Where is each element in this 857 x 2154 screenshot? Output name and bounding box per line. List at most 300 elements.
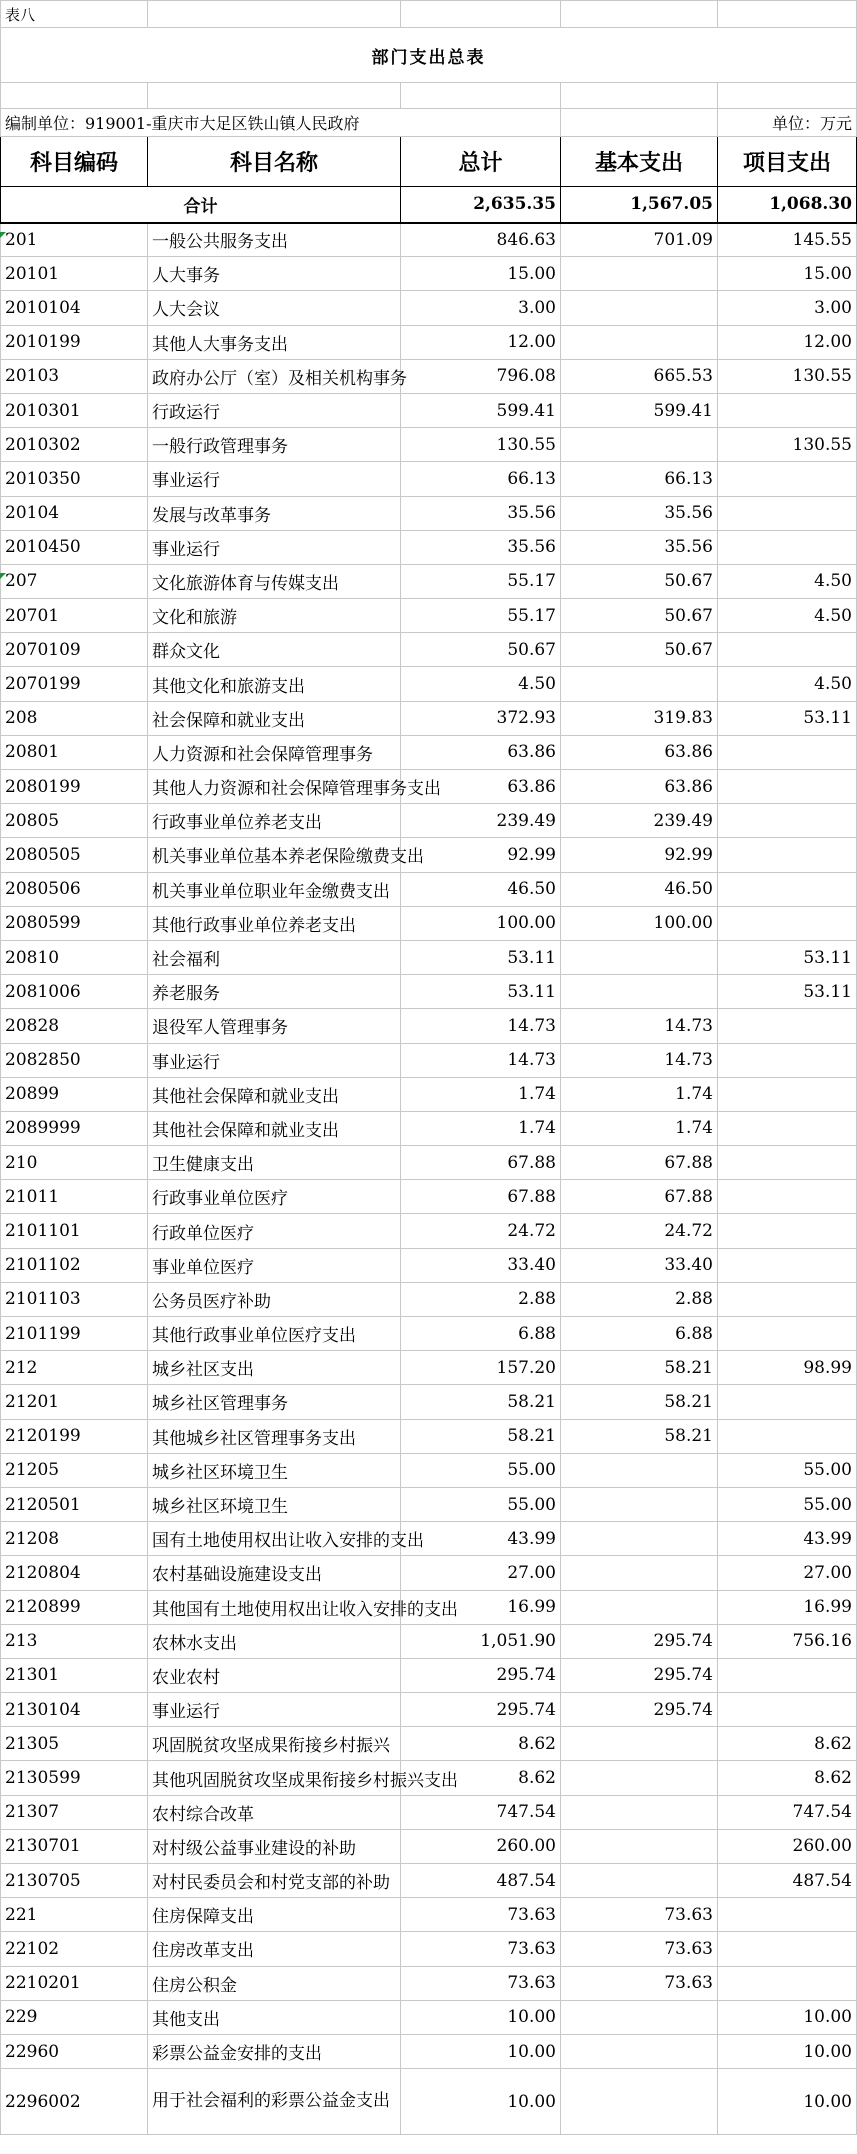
row-code: 2130705 — [1, 1864, 148, 1898]
row-code: 207 — [1, 564, 148, 598]
table-row — [1, 1214, 857, 1248]
row-name: 卫生健康支出 — [148, 1146, 401, 1180]
row-name: 用于社会福利的彩票公益金支出 — [148, 2069, 401, 2135]
row-code: 20810 — [1, 940, 148, 974]
row-code: 229 — [1, 2000, 148, 2034]
row-name: 其他行政事业单位养老支出 — [148, 906, 401, 940]
row-name: 文化旅游体育与传媒支出 — [148, 564, 401, 598]
row-basic: 319.83 — [561, 701, 718, 735]
row-project: 4.50 — [718, 564, 857, 598]
row-name: 其他支出 — [148, 2000, 401, 2034]
row-basic — [561, 1522, 718, 1556]
row-basic: 46.50 — [561, 872, 718, 906]
row-basic — [561, 2069, 718, 2135]
row-total: 239.49 — [401, 804, 561, 838]
table-row — [1, 1146, 857, 1180]
row-total: 8.62 — [401, 1727, 561, 1761]
total-basic: 1,567.05 — [561, 187, 718, 223]
row-basic: 58.21 — [561, 1419, 718, 1453]
row-total: 63.86 — [401, 735, 561, 769]
row-code: 20899 — [1, 1077, 148, 1111]
row-total: 260.00 — [401, 1829, 561, 1863]
row-basic: 24.72 — [561, 1214, 718, 1248]
row-total: 15.00 — [401, 257, 561, 291]
row-basic: 92.99 — [561, 838, 718, 872]
row-total: 67.88 — [401, 1180, 561, 1214]
header-total: 总计 — [401, 137, 561, 187]
table-row — [1, 838, 857, 872]
row-total: 12.00 — [401, 325, 561, 359]
row-name: 事业运行 — [148, 1043, 401, 1077]
row-code: 22960 — [1, 2034, 148, 2068]
blank-row — [1, 83, 857, 109]
table-row — [1, 1966, 857, 2000]
table-row — [1, 1385, 857, 1419]
table-row — [1, 633, 857, 667]
row-name: 住房保障支出 — [148, 1898, 401, 1932]
table-row — [1, 735, 857, 769]
row-code: 2101199 — [1, 1317, 148, 1351]
row-code: 21307 — [1, 1795, 148, 1829]
row-project: 27.00 — [718, 1556, 857, 1590]
row-basic — [561, 1590, 718, 1624]
row-basic: 295.74 — [561, 1693, 718, 1727]
row-project: 15.00 — [718, 257, 857, 291]
row-code: 2010450 — [1, 530, 148, 564]
row-code: 2120899 — [1, 1590, 148, 1624]
row-name: 农村基础设施建设支出 — [148, 1556, 401, 1590]
table-row — [1, 1795, 857, 1829]
row-code: 21301 — [1, 1658, 148, 1692]
row-basic: 1.74 — [561, 1077, 718, 1111]
page-title: 部门支出总表 — [1, 28, 857, 83]
row-code: 2010104 — [1, 291, 148, 325]
row-basic: 6.88 — [561, 1317, 718, 1351]
header-name: 科目名称 — [148, 137, 401, 187]
row-name: 人大事务 — [148, 257, 401, 291]
unit-org: 编制单位：919001-重庆市大足区铁山镇人民政府 — [1, 109, 561, 137]
row-code: 2120199 — [1, 1419, 148, 1453]
row-project: 10.00 — [718, 2069, 857, 2135]
row-basic: 66.13 — [561, 462, 718, 496]
row-project: 10.00 — [718, 2000, 857, 2034]
row-project — [718, 1180, 857, 1214]
row-total: 599.41 — [401, 393, 561, 427]
row-code: 2080505 — [1, 838, 148, 872]
row-project — [718, 838, 857, 872]
row-code: 20828 — [1, 1009, 148, 1043]
row-project — [718, 770, 857, 804]
row-total: 1.74 — [401, 1077, 561, 1111]
row-total: 24.72 — [401, 1214, 561, 1248]
row-name: 事业单位医疗 — [148, 1248, 401, 1282]
row-code: 2130599 — [1, 1761, 148, 1795]
total-total: 2,635.35 — [401, 187, 561, 223]
row-total: 53.11 — [401, 940, 561, 974]
row-project — [718, 872, 857, 906]
row-project: 487.54 — [718, 1864, 857, 1898]
row-basic — [561, 291, 718, 325]
row-code: 2101102 — [1, 1248, 148, 1282]
row-project — [718, 633, 857, 667]
row-code: 21208 — [1, 1522, 148, 1556]
row-code: 21205 — [1, 1453, 148, 1487]
row-project: 53.11 — [718, 940, 857, 974]
table-row — [1, 496, 857, 530]
row-name: 社会福利 — [148, 940, 401, 974]
row-code: 2080506 — [1, 872, 148, 906]
table-row — [1, 599, 857, 633]
row-code: 221 — [1, 1898, 148, 1932]
cell-comment-marker — [0, 232, 6, 238]
row-project — [718, 1214, 857, 1248]
row-code: 2120501 — [1, 1487, 148, 1521]
row-name: 城乡社区管理事务 — [148, 1385, 401, 1419]
sheet-label-row — [1, 1, 857, 28]
row-total: 58.21 — [401, 1385, 561, 1419]
row-name: 文化和旅游 — [148, 599, 401, 633]
row-project — [718, 1693, 857, 1727]
row-basic: 599.41 — [561, 393, 718, 427]
row-code: 2101103 — [1, 1282, 148, 1316]
row-basic: 295.74 — [561, 1624, 718, 1658]
row-basic: 33.40 — [561, 1248, 718, 1282]
row-total: 3.00 — [401, 291, 561, 325]
row-basic — [561, 1727, 718, 1761]
row-name: 行政单位医疗 — [148, 1214, 401, 1248]
row-name: 群众文化 — [148, 633, 401, 667]
table-row — [1, 906, 857, 940]
row-basic — [561, 975, 718, 1009]
row-code: 20101 — [1, 257, 148, 291]
row-name: 其他社会保障和就业支出 — [148, 1077, 401, 1111]
row-total: 35.56 — [401, 496, 561, 530]
row-basic: 73.63 — [561, 1932, 718, 1966]
row-project — [718, 1932, 857, 1966]
row-name: 农业农村 — [148, 1658, 401, 1692]
row-project — [718, 1043, 857, 1077]
row-code: 212 — [1, 1351, 148, 1385]
row-project — [718, 393, 857, 427]
table-row — [1, 1693, 857, 1727]
row-basic — [561, 1829, 718, 1863]
row-total: 53.11 — [401, 975, 561, 1009]
table-row — [1, 770, 857, 804]
row-name: 彩票公益金安排的支出 — [148, 2034, 401, 2068]
row-basic: 73.63 — [561, 1966, 718, 2000]
table-row — [1, 1282, 857, 1316]
table-row — [1, 257, 857, 291]
table-row — [1, 393, 857, 427]
row-total: 55.00 — [401, 1487, 561, 1521]
row-basic — [561, 1556, 718, 1590]
table-row — [1, 2069, 857, 2135]
row-total: 73.63 — [401, 1898, 561, 1932]
row-basic: 73.63 — [561, 1898, 718, 1932]
row-project: 130.55 — [718, 359, 857, 393]
row-project — [718, 462, 857, 496]
row-total: 10.00 — [401, 2034, 561, 2068]
row-code: 2080599 — [1, 906, 148, 940]
header-project: 项目支出 — [718, 137, 857, 187]
table-row — [1, 1487, 857, 1521]
table-row — [1, 701, 857, 735]
row-name: 退役军人管理事务 — [148, 1009, 401, 1043]
row-code: 201 — [1, 223, 148, 257]
row-code: 2089999 — [1, 1111, 148, 1145]
row-project — [718, 804, 857, 838]
row-name: 其他社会保障和就业支出 — [148, 1111, 401, 1145]
row-name: 城乡社区环境卫生 — [148, 1487, 401, 1521]
row-project — [718, 1658, 857, 1692]
row-total: 66.13 — [401, 462, 561, 496]
table-row — [1, 462, 857, 496]
row-project: 145.55 — [718, 223, 857, 257]
row-basic: 63.86 — [561, 735, 718, 769]
row-basic: 58.21 — [561, 1351, 718, 1385]
row-name: 其他巩固脱贫攻坚成果衔接乡村振兴支出 — [148, 1761, 401, 1795]
table-row — [1, 325, 857, 359]
table-row — [1, 1898, 857, 1932]
row-basic: 50.67 — [561, 564, 718, 598]
row-total: 4.50 — [401, 667, 561, 701]
row-total: 27.00 — [401, 1556, 561, 1590]
row-basic: 35.56 — [561, 496, 718, 530]
row-name: 其他人力资源和社会保障管理事务支出 — [148, 770, 401, 804]
row-total: 73.63 — [401, 1966, 561, 2000]
row-basic — [561, 2000, 718, 2034]
row-name: 机关事业单位职业年金缴费支出 — [148, 872, 401, 906]
table-row — [1, 223, 857, 257]
header-code: 科目编码 — [1, 137, 148, 187]
table-row — [1, 1351, 857, 1385]
row-name: 农林水支出 — [148, 1624, 401, 1658]
row-total: 295.74 — [401, 1693, 561, 1727]
row-project — [718, 906, 857, 940]
row-total: 796.08 — [401, 359, 561, 393]
row-code: 2296002 — [1, 2069, 148, 2135]
row-project — [718, 530, 857, 564]
table-row — [1, 1043, 857, 1077]
row-code: 2082850 — [1, 1043, 148, 1077]
row-name: 其他行政事业单位医疗支出 — [148, 1317, 401, 1351]
row-project: 43.99 — [718, 1522, 857, 1556]
row-total: 58.21 — [401, 1419, 561, 1453]
row-name: 对村级公益事业建设的补助 — [148, 1829, 401, 1863]
row-project: 756.16 — [718, 1624, 857, 1658]
row-name: 城乡社区环境卫生 — [148, 1453, 401, 1487]
row-code: 20801 — [1, 735, 148, 769]
row-basic: 35.56 — [561, 530, 718, 564]
row-name: 住房改革支出 — [148, 1932, 401, 1966]
row-name: 行政运行 — [148, 393, 401, 427]
row-name: 国有土地使用权出让收入安排的支出 — [148, 1522, 401, 1556]
row-project — [718, 1898, 857, 1932]
table-row — [1, 1009, 857, 1043]
row-project: 747.54 — [718, 1795, 857, 1829]
row-code: 2130701 — [1, 1829, 148, 1863]
table-row — [1, 2000, 857, 2034]
row-basic: 14.73 — [561, 1043, 718, 1077]
table-row — [1, 1180, 857, 1214]
header-row — [1, 137, 857, 187]
row-total: 6.88 — [401, 1317, 561, 1351]
table-row — [1, 1761, 857, 1795]
row-total: 16.99 — [401, 1590, 561, 1624]
row-basic — [561, 1864, 718, 1898]
title-row — [1, 28, 857, 83]
row-name: 农村综合改革 — [148, 1795, 401, 1829]
row-total: 1,051.90 — [401, 1624, 561, 1658]
row-code: 2010199 — [1, 325, 148, 359]
row-basic — [561, 257, 718, 291]
row-total: 55.00 — [401, 1453, 561, 1487]
row-basic: 67.88 — [561, 1180, 718, 1214]
row-code: 213 — [1, 1624, 148, 1658]
row-project — [718, 1009, 857, 1043]
row-project: 53.11 — [718, 975, 857, 1009]
row-project — [718, 1077, 857, 1111]
row-total: 1.74 — [401, 1111, 561, 1145]
row-name: 对村民委员会和村党支部的补助 — [148, 1864, 401, 1898]
row-basic — [561, 1453, 718, 1487]
row-total: 14.73 — [401, 1009, 561, 1043]
row-project: 55.00 — [718, 1487, 857, 1521]
row-name: 其他城乡社区管理事务支出 — [148, 1419, 401, 1453]
row-basic — [561, 428, 718, 462]
table-row — [1, 1864, 857, 1898]
row-name: 其他人大事务支出 — [148, 325, 401, 359]
row-code: 2210201 — [1, 1966, 148, 2000]
row-code: 2070109 — [1, 633, 148, 667]
row-basic: 701.09 — [561, 223, 718, 257]
row-total: 73.63 — [401, 1932, 561, 1966]
row-name: 事业运行 — [148, 462, 401, 496]
row-name: 行政事业单位养老支出 — [148, 804, 401, 838]
row-code: 20104 — [1, 496, 148, 530]
row-basic: 14.73 — [561, 1009, 718, 1043]
row-code: 2010302 — [1, 428, 148, 462]
row-code: 2130104 — [1, 1693, 148, 1727]
row-project: 260.00 — [718, 1829, 857, 1863]
row-total: 67.88 — [401, 1146, 561, 1180]
row-name: 政府办公厅（室）及相关机构事务 — [148, 359, 401, 393]
table-row — [1, 428, 857, 462]
row-project — [718, 1385, 857, 1419]
row-name: 事业运行 — [148, 1693, 401, 1727]
row-code: 21305 — [1, 1727, 148, 1761]
row-code: 22102 — [1, 1932, 148, 1966]
row-total: 50.67 — [401, 633, 561, 667]
row-code: 20805 — [1, 804, 148, 838]
row-name: 一般公共服务支出 — [148, 223, 401, 257]
row-basic — [561, 1795, 718, 1829]
row-total: 295.74 — [401, 1658, 561, 1692]
row-basic: 50.67 — [561, 599, 718, 633]
row-total: 43.99 — [401, 1522, 561, 1556]
row-basic: 63.86 — [561, 770, 718, 804]
row-project: 10.00 — [718, 2034, 857, 2068]
row-project: 8.62 — [718, 1727, 857, 1761]
row-code: 21011 — [1, 1180, 148, 1214]
row-project — [718, 1248, 857, 1282]
row-project: 3.00 — [718, 291, 857, 325]
row-total: 33.40 — [401, 1248, 561, 1282]
table-row — [1, 1590, 857, 1624]
row-total: 35.56 — [401, 530, 561, 564]
table-row — [1, 1522, 857, 1556]
row-basic: 1.74 — [561, 1111, 718, 1145]
row-total: 10.00 — [401, 2069, 561, 2135]
row-basic: 58.21 — [561, 1385, 718, 1419]
row-total: 63.86 — [401, 770, 561, 804]
table-row — [1, 667, 857, 701]
table-row — [1, 872, 857, 906]
unit-label: 单位：万元 — [718, 109, 857, 137]
row-project — [718, 1317, 857, 1351]
row-name: 人大会议 — [148, 291, 401, 325]
row-name: 其他文化和旅游支出 — [148, 667, 401, 701]
table-row — [1, 291, 857, 325]
table-row — [1, 1624, 857, 1658]
row-code: 2010350 — [1, 462, 148, 496]
row-total: 157.20 — [401, 1351, 561, 1385]
row-basic: 295.74 — [561, 1658, 718, 1692]
row-basic — [561, 667, 718, 701]
row-project: 16.99 — [718, 1590, 857, 1624]
row-total: 747.54 — [401, 1795, 561, 1829]
table-row — [1, 1111, 857, 1145]
row-basic — [561, 2034, 718, 2068]
table-row — [1, 530, 857, 564]
row-project: 12.00 — [718, 325, 857, 359]
row-basic — [561, 1487, 718, 1521]
row-project: 98.99 — [718, 1351, 857, 1385]
row-total: 46.50 — [401, 872, 561, 906]
row-total: 372.93 — [401, 701, 561, 735]
row-code: 2080199 — [1, 770, 148, 804]
row-project — [718, 1282, 857, 1316]
row-project: 4.50 — [718, 599, 857, 633]
row-code: 2120804 — [1, 1556, 148, 1590]
row-name: 其他国有土地使用权出让收入安排的支出 — [148, 1590, 401, 1624]
row-basic — [561, 940, 718, 974]
row-code: 2101101 — [1, 1214, 148, 1248]
row-code: 2010301 — [1, 393, 148, 427]
row-total: 846.63 — [401, 223, 561, 257]
table-row — [1, 1658, 857, 1692]
row-project — [718, 735, 857, 769]
row-total: 2.88 — [401, 1282, 561, 1316]
row-basic: 50.67 — [561, 633, 718, 667]
row-project — [718, 1146, 857, 1180]
table-row — [1, 359, 857, 393]
row-project — [718, 1966, 857, 2000]
row-basic: 239.49 — [561, 804, 718, 838]
row-project: 53.11 — [718, 701, 857, 735]
row-name: 行政事业单位医疗 — [148, 1180, 401, 1214]
table-row — [1, 1077, 857, 1111]
row-code: 20103 — [1, 359, 148, 393]
row-name: 发展与改革事务 — [148, 496, 401, 530]
table-row — [1, 940, 857, 974]
row-basic: 100.00 — [561, 906, 718, 940]
row-name: 一般行政管理事务 — [148, 428, 401, 462]
row-project — [718, 1419, 857, 1453]
row-code: 20701 — [1, 599, 148, 633]
total-row — [1, 187, 857, 223]
table-row — [1, 1932, 857, 1966]
